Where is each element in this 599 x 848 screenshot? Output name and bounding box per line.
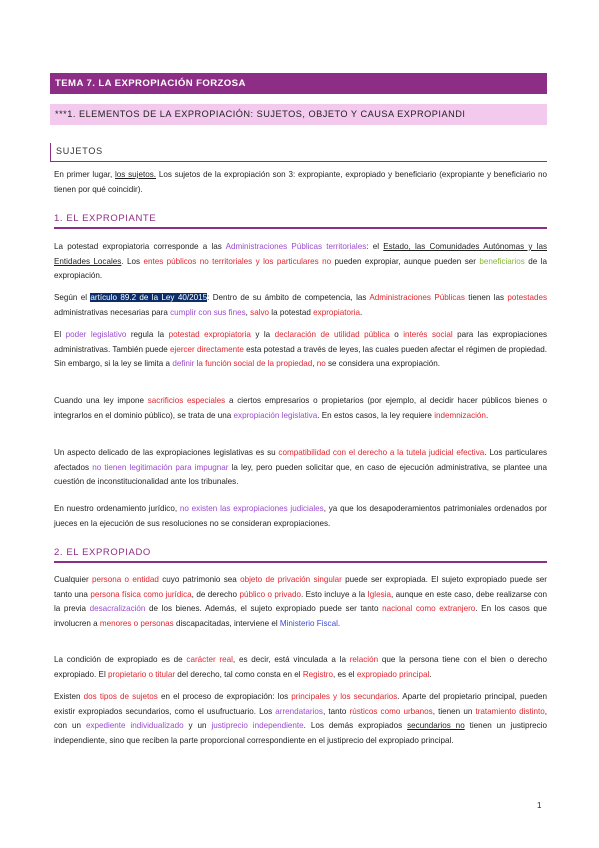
text-highlight: relación [349,655,379,664]
text: , [245,307,251,317]
text: tienen un justiprecio independiente, sino que reciben la parte proporcional correspondiente en el justiprecio del expropiado principal. [54,721,548,745]
text-highlight: ejercer directamente [170,344,244,354]
text: y un [183,721,212,731]
text-highlight: declaración de utilidad pública [274,330,390,339]
text-highlight: no [316,359,326,369]
text-underlined: Estado, las Comunidades Autónomas y las Entidades Locales [54,242,548,266]
heading-expropiado: 2. EL EXPROPIADO [54,545,547,563]
heading-expropiante: 1. EL EXPROPIANTE [54,211,547,229]
text-highlight: Administraciones Públicas [369,293,465,302]
text-highlight: propietario o titular [108,669,176,679]
text-highlight: beneficiarios [479,256,525,266]
text-highlight: sacrificios especiales [147,396,226,405]
text-highlight: definir [172,359,195,369]
text-highlight: tratamiento distinto [475,706,545,716]
text: El [54,330,66,339]
text-highlight: interés social [403,330,453,339]
text: En primer lugar, [54,170,115,179]
text-highlight: persona o entidad [91,575,159,584]
text: : el [366,242,384,251]
text: Según el [54,293,91,302]
text: Cualquier [54,575,92,584]
text: del derecho, tal como consta en el [175,669,303,679]
text: para las expropiaciones administrativas. También puede [54,330,548,354]
text-highlight: Administraciones Públicas territoriales [225,242,367,251]
text: , tienen un [432,706,476,716]
text: administrativas necesarias para [54,307,171,317]
paragraph-expropiado-2 [54,653,547,682]
text: discapacitadas, interviene el [173,618,280,628]
text: Los sujetos de la expropiación son 3: expropiante, expropiado y beneficiario (expropiante y beneficiario no tienen por qué coincidir). [54,170,547,194]
text-highlight: desacralización [89,604,146,614]
text-highlight: dos tipos de sujetos [83,692,158,701]
text-selected: artículo 89.2 de la Ley 40/2015 [90,293,208,302]
text: . En los casos que involucren a [54,604,547,628]
text-highlight: Iglesia [367,589,391,599]
text: cuyo patrimonio sea [158,575,241,584]
text: regula la [126,330,169,339]
text: que la persona tiene con el bien o derecho expropiado. El [54,655,548,679]
text: . Los [121,256,144,266]
text: La potestad expropiatoria corresponde a las [54,242,226,251]
text: En nuestro ordenamiento jurídico, [54,504,180,513]
text: pueden expropiar, aunque pueden ser [331,256,480,266]
text-highlight: entes públicos no territoriales y los particulares no [143,256,332,266]
text-highlight: objeto de privación singular [240,575,342,584]
subsection-sujetos: SUJETOS [50,143,547,162]
text: . [337,618,341,628]
text-highlight: potestades [507,293,547,302]
text-highlight: poder legislativo [65,330,127,339]
text: y la [250,330,275,339]
paragraph-expropiante-6 [54,502,547,531]
text: de los bienes. Además, el sujeto expropiado puede ser tanto [145,604,383,614]
text-highlight: arrendatarios [275,706,323,716]
text-underlined: los sujetos. [115,170,157,179]
text: , tanto [322,706,350,716]
paragraph-expropiante-3 [54,328,547,372]
text-highlight: no tienen legitimación para impugnar [92,462,229,472]
text: . Esto incluye a la [300,589,368,599]
text-highlight: expediente individualizado [85,721,184,731]
text-highlight: salvo [250,307,270,317]
text-highlight: Ministerio Fiscal [279,618,338,628]
paragraph-sujetos [54,168,547,197]
text: Existen [54,692,84,701]
text: . En estos casos, la ley requiere [317,410,435,420]
text: . [359,307,363,317]
text: en el proceso de expropiación: los [157,692,292,701]
text: . [485,410,489,420]
text: o [389,330,404,339]
text-highlight: rústicos como urbanos [349,706,433,716]
text-highlight: potestad expropiatoria [168,330,251,339]
text: puede ser expropiada. El sujeto expropiado puede ser tanto una [54,575,547,599]
text: , es decir, está vinculada a la [232,655,350,664]
text-underlined: secundarios no [407,721,465,731]
text: esta potestad a través de leyes, las cuales pueden afectar el régimen de propiedad. Sin embargo, si la ley se limita a [54,344,548,369]
text: Cuando una ley impone [54,396,148,405]
section-title: ***1. ELEMENTOS DE LA EXPROPIACIÓN: SUJETOS, OBJETO Y CAUSA EXPROPIANDI [50,104,547,125]
text: . Aparte del propietario principal, pueden existir expropiados secundarios, como el usufructuario. Los [54,692,547,716]
text: , ya que los desapoderamientos patrimoniales ordenados por jueces en la ejecución de sus resoluciones no se consideran expropiaciones. [54,504,547,528]
text-highlight: Registro [302,669,333,679]
text-highlight: indemnización [434,410,486,420]
text: La condición de expropiado es de [54,655,187,664]
text: , de derecho [191,589,240,599]
text: Un aspecto delicado de las expropiaciones legislativas es su [54,448,279,457]
text-highlight: persona física como jurídica [90,589,192,599]
text: . Los particulares afectados [54,448,547,472]
text: , con un [54,706,547,731]
paragraph-expropiado-1 [54,573,547,631]
text: . Los demás expropiados [303,721,408,731]
text-highlight: nacional como extranjero [382,604,476,614]
paragraph-expropiante-1 [54,240,547,284]
text-highlight: principales y los secundarios [291,692,398,701]
text-highlight: expropiatoria [313,307,360,317]
page-number: 1 [537,801,542,810]
text-highlight: cumplir con sus fines [170,307,246,317]
text-highlight: compatibilidad con el derecho a la tutela judicial efectiva [278,448,485,457]
text: , es el [332,669,357,679]
text: , aunque en este caso, debe realizarse con la previa [54,589,547,614]
text-highlight: expropiación legislativa [233,410,318,420]
text: de la expropiación. [54,256,547,281]
text-highlight: menores o personas [99,618,174,628]
text: a ciertos empresarios o propietarios (por ejemplo, al decidir hacer públicos bienes o integrarlos en el dominio público), se trata de una [54,396,547,420]
text-highlight: la función social de la propiedad [196,359,313,369]
text-highlight: público o privado [239,589,301,599]
text: se considera una expropiación. [325,359,441,369]
chapter-title: TEMA 7. LA EXPROPIACIÓN FORZOSA [50,73,547,94]
text: la potestad [269,307,314,317]
text-highlight: expropiado principal [356,669,430,679]
text-highlight: carácter real [186,655,233,664]
text-highlight: no existen las expropiaciones judiciales [179,504,324,513]
paragraph-expropiante-5 [54,446,547,490]
text: . [429,669,432,679]
text: la ley, pero pueden solicitar que, en caso de ejecución administrativa, se plantee una cuestión de inconstitucionalidad ante los tribunales. [54,462,547,487]
text-highlight: justiprecio independiente [211,721,304,731]
paragraph-expropiado-3 [54,690,547,748]
text: , [312,359,317,369]
text: : Dentro de su ámbito de competencia, las [207,293,370,302]
paragraph-expropiante-4 [54,394,547,423]
text: tienen las [464,293,508,302]
paragraph-expropiante-2 [54,291,547,320]
